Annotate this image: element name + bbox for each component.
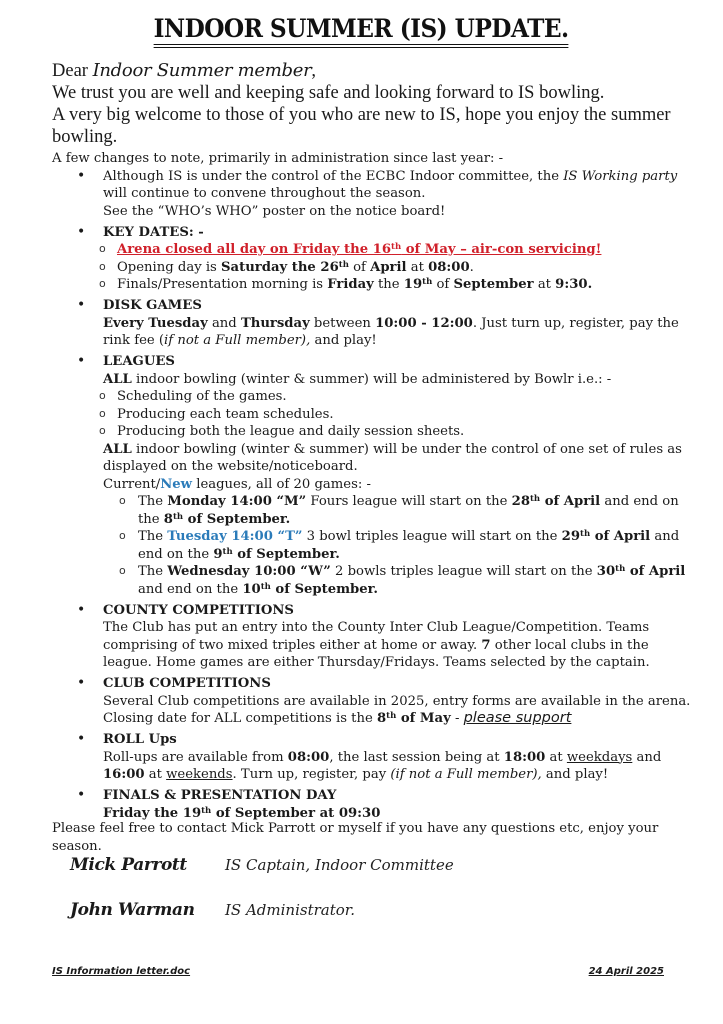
section-heading: DISK GAMES xyxy=(103,298,202,313)
signature-captain xyxy=(70,855,670,875)
list-item: o Producing each team schedules. xyxy=(103,406,692,424)
list-item: o Scheduling of the games. xyxy=(103,388,692,406)
roll-ups-item: • ROLL Ups Roll-ups are available from 08:00, the last session being at 18:00 at weekdays and 16:00 at weekends. Turn up, register, pay (if not a Full member), and play! xyxy=(52,731,692,784)
footer-date: 24 April 2025 xyxy=(588,966,664,977)
working-party-item: • Although IS is under the control of the ECBC Indoor committee, the IS Working party will continue to convene throughout the season. See the “WHO’s WHO” poster on the notice board! xyxy=(52,168,692,221)
league-wednesday: o The Wednesday 10:00 “W” 2 bowls triples league will start on the 30th of April and end on the 10th of September. xyxy=(103,563,692,598)
section-heading: CLUB COMPETITIONS xyxy=(103,676,271,691)
finals-morning: o Finals/Presentation morning is Friday the 19th of September at 9:30. xyxy=(103,276,692,294)
updates-list xyxy=(52,168,692,823)
list-item: o Producing both the league and daily session sheets. xyxy=(103,423,692,441)
signature-role: IS Captain, Indoor Committee xyxy=(225,856,454,874)
section-heading: FINALS & PRESENTATION DAY xyxy=(103,788,337,803)
section-heading: ROLL Ups xyxy=(103,732,177,747)
leagues-item: • LEAGUES ALL indoor bowling (winter & summer) will be administered by Bowlr i.e.: - o Scheduling of the games. o Producing each team schedules. o Producing both the league and daily session sheets. ALL indoor bowling (winter & summer) will be under the control of one set of rules as displayed on the website/noticeboard. Current/New leagues, all of 20 games: - o The Monday 14:00 “M” Fours league will start on the 28th of April and end on the 8th of September. o The Tuesday 14:00 “T” 3 bowl triples league will start on the 29th of April and end on the 9th of September. o The Wednesday 10:00 “W” 2 bowls triples league will start on the 30th of April and end on the 10th of September. xyxy=(52,353,692,598)
page-footer xyxy=(52,966,664,977)
greeting-block xyxy=(52,60,692,148)
league-tuesday: o The Tuesday 14:00 “T” 3 bowl triples league will start on the 29th of April and end on the 9th of September. xyxy=(103,528,692,563)
bowlr-admin-list xyxy=(103,388,692,441)
club-competitions-item: • CLUB COMPETITIONS Several Club competitions are available in 2025, entry forms are available in the arena. Closing date for ALL competitions is the 8th of May - please support xyxy=(52,675,692,728)
signature-name: John Warman xyxy=(70,900,195,920)
recipient-name: Indoor Summer member xyxy=(92,60,312,81)
please-support-note: please support xyxy=(463,710,572,726)
greeting-line-1: We trust you are well and keeping safe and looking forward to IS bowling. xyxy=(52,83,605,103)
key-dates-list xyxy=(103,241,692,294)
signature-administrator xyxy=(70,900,670,920)
letter-body xyxy=(52,150,692,826)
key-dates-item xyxy=(52,224,692,294)
section-heading: KEY DATES: - xyxy=(103,224,204,240)
opening-day: o Opening day is Saturday the 26th of April at 08:00. xyxy=(103,259,692,277)
league-schedule-list xyxy=(103,493,692,598)
finals-presentation-item: • FINALS & PRESENTATION DAY Friday the 19th of September at 09:30 xyxy=(52,787,692,822)
changes-intro: A few changes to note, primarily in administration since last year: - xyxy=(52,151,504,166)
arena-closed-alert: o Arena closed all day on Friday the 16th of May – air-con servicing! xyxy=(103,241,692,259)
salutation: Dear Indoor Summer member, xyxy=(52,60,317,81)
page-title: INDOOR SUMMER (IS) UPDATE. xyxy=(0,14,723,48)
greeting-line-2: A very big welcome to those of you who are new to IS, hope you enjoy the summer bowling. xyxy=(52,105,671,147)
footer-filename: IS Information letter.doc xyxy=(52,966,191,977)
disk-games-item: • DISK GAMES Every Tuesday and Thursday between 10:00 - 12:00. Just turn up, register, pay the rink fee (if not a Full member), and play! xyxy=(52,297,692,350)
league-monday: o The Monday 14:00 “M” Fours league will start on the 28th of April and end on the 8th of September. xyxy=(103,493,692,528)
signature-name: Mick Parrott xyxy=(70,855,187,875)
signature-role: IS Administrator. xyxy=(225,901,356,919)
section-heading: LEAGUES xyxy=(103,354,175,369)
new-label: New xyxy=(160,476,193,492)
section-heading: COUNTY COMPETITIONS xyxy=(103,602,294,618)
closing-paragraph: Please feel free to contact Mick Parrott or myself if you have any questions etc, enjoy your season. xyxy=(52,821,659,854)
county-competitions-item: • COUNTY COMPETITIONS The Club has put an entry into the County Inter Club League/Competition. Teams comprising of two mixed triples either at home or away. 7 other local clubs in the league. Home games are either Thursday/Fridays. Teams selected by the captain. xyxy=(52,602,692,672)
